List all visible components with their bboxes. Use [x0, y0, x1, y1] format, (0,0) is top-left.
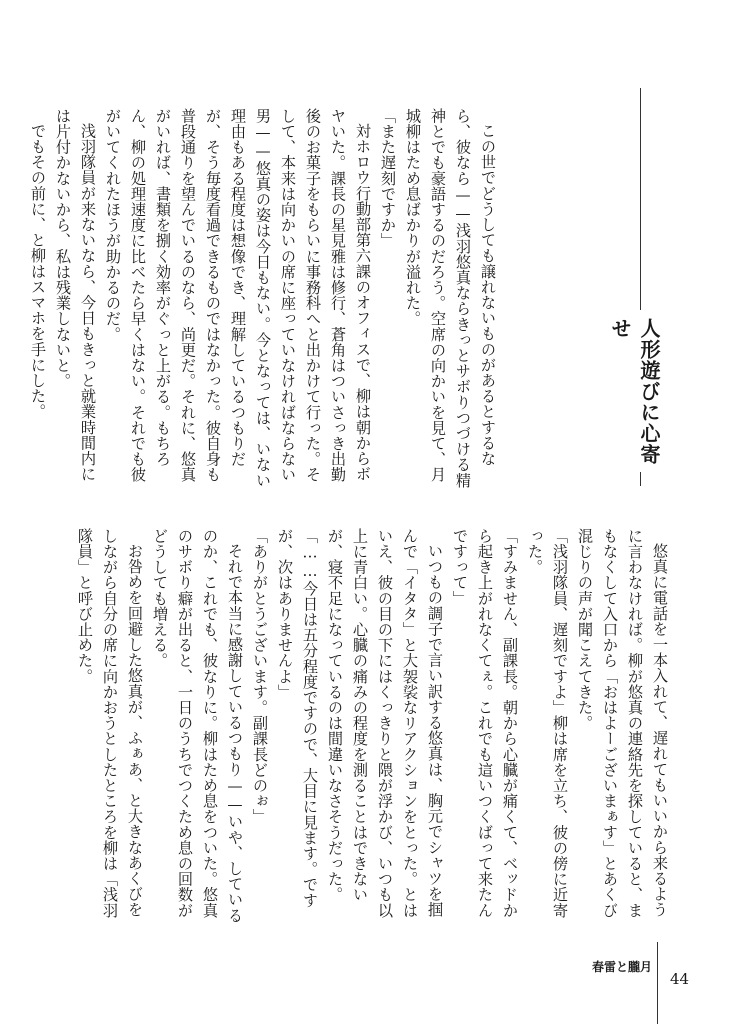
heading-rule — [640, 88, 641, 310]
chapter-heading — [608, 88, 668, 488]
paragraph: 悠真に電話を一本入れて、遅れてもいいから来るように言わなければ。柳が悠真の連絡先を探していると、まもなくして入口から「おはよーございまぁす」とあくび混じりの声が聞こえてきた。 — [576, 528, 669, 918]
paragraph: 浅羽隊員が来ないなら、今日もきっと就業時間内には片付かないから、私は残業しないと。 — [54, 108, 97, 482]
dialogue: 「また遅刻ですか」 — [379, 108, 397, 249]
dialogue: 「浅羽隊員、遅刻ですよ」柳は席を立ち、彼の傍に近寄った。 — [526, 528, 569, 918]
chapter-title: 人形遊びに心寄せ — [608, 318, 661, 465]
upper-text-block — [29, 108, 500, 488]
page-number: 44 — [670, 970, 690, 988]
paragraph: 対ホロウ行動部第六課のオフィスで、柳は朝からボヤいた。課長の星見雅は修行、蒼角はついさっき出勤後のお菓子をもらいに事務科へと出かけて行った。そして、本来は向かいの席に座っていなければならない男——悠真の姿は今日もない。今となっては、いない理由もある程度は想像でき、理解しているつもりだが、そう毎度看過できるものではなかった。彼自身も普段通りを望んでいるのなら、尚更だ。それに、悠真がいれば、書類を捌く効率がぐっと上がる。もちろん、柳の処理速度に比べたら早くはない。それでも彼がいてくれたほうが助かるのだ。 — [104, 108, 372, 488]
paragraph: お咎めを回避した悠真が、ふぁあ、と大きなあくびをしながら自分の席に向かおうとしたところを柳は「浅羽隊員」と呼び止めた。 — [76, 528, 144, 918]
paragraph: いつもの調子で言い訳する悠真は、胸元でシャツを掴んで「イタタ」と大袈裟なリアクションをとった。とはいえ、彼の目の下にはくっきりと隈が浮かび、いつも以上に青白い。心臓の痛みの程度を測ることはできないが、寝不足になっているのは間違いなさそうだった。 — [326, 528, 444, 918]
heading-rule — [640, 472, 641, 486]
page-number-rule — [657, 942, 658, 1024]
lower-text-block — [76, 528, 672, 924]
paragraph: この世でどうしても譲れないものがあるとするなら、彼なら——浅羽悠真ならきっとサボりつづける精神とでも豪語するのだろう。空席の向かいを見て、月城柳はため息ばかりが溢れた。 — [404, 108, 497, 488]
dialogue: 「……今日は五分程度ですので、大目に見ます。ですが、次はありませんよ」 — [276, 528, 319, 908]
paragraph: それで本当に感謝しているつもり——いや、しているのか、これでも、彼なりに。柳はため息をついた。悠真のサボり癖が出ると、一日のうちでつくため息の回数がどうしても増える。 — [151, 528, 244, 924]
running-book-title: 春雷と朧月 — [592, 960, 653, 974]
paragraph: でもその前に、と柳はスマホを手にした。 — [29, 123, 47, 420]
dialogue: 「すみません、副課長。朝から心臓が痛くて、ベッドから起き上がれなくてぇ。これでも這いつくばって来たんですって」 — [451, 528, 519, 918]
dialogue: 「ありがとうございます。副課長どのぉ」 — [251, 528, 269, 825]
